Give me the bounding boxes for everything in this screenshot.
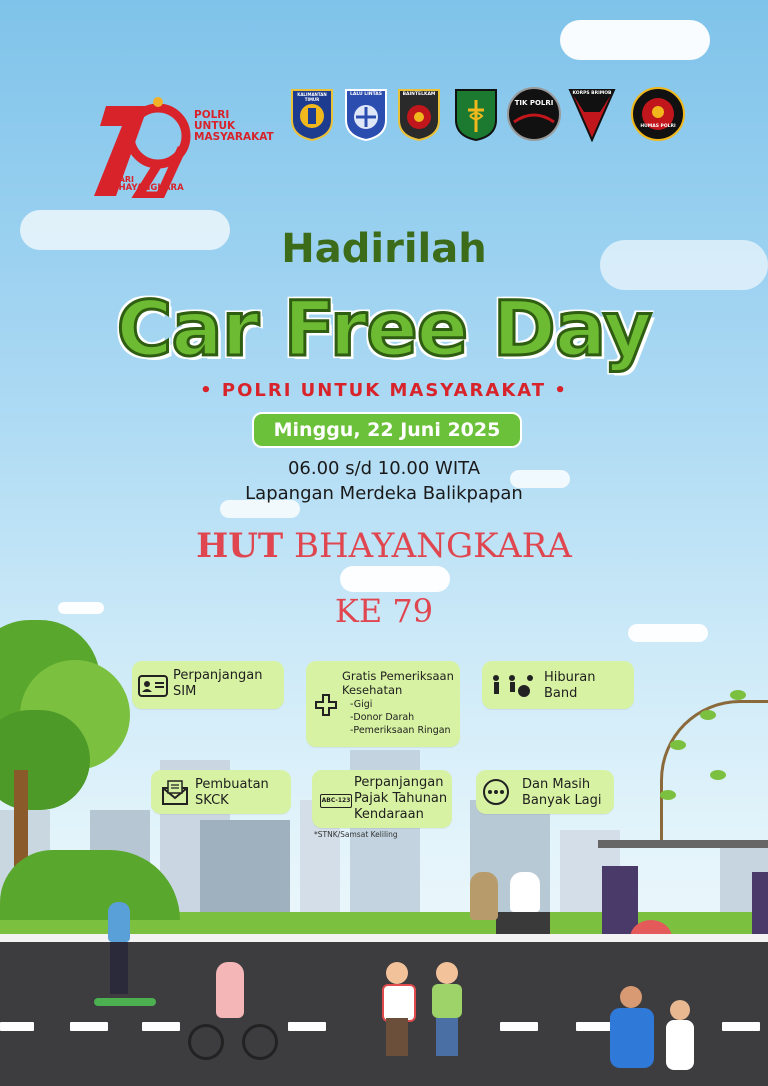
service-line1: Dan Masih — [522, 777, 591, 792]
service-line2: SIM — [173, 684, 197, 699]
road-dash — [70, 1022, 108, 1031]
more-icon — [482, 778, 510, 806]
service-sub-item: -Gigi — [350, 699, 373, 710]
service-card-pajak — [312, 770, 452, 828]
scooter — [94, 998, 156, 1006]
kalimantan-timur-badge — [286, 86, 338, 142]
badge-label: KORPS BRIMOB — [572, 91, 612, 96]
logo-line3: MASYARAKAT — [194, 131, 274, 144]
hut-ke-79: KE 79 — [334, 592, 434, 630]
service-line1: Perpanjangan — [173, 668, 263, 683]
service-line1: Pembuatan — [195, 777, 269, 792]
humas-polri-badge — [628, 86, 688, 142]
service-label — [342, 669, 454, 697]
service-card-lainnya — [476, 770, 614, 814]
service-line2: Kesehatan — [342, 683, 403, 697]
license-plate-icon: ABC-123 — [320, 794, 352, 808]
logo-bhayangkara-text: BHAYANGKARA — [112, 183, 184, 194]
officer — [510, 872, 540, 912]
cloud — [340, 566, 450, 592]
service-label — [195, 777, 269, 809]
logo-line1: POLRI — [194, 109, 230, 121]
service-line1: Hiburan — [544, 670, 596, 685]
hut-bhayangkara-heading — [0, 526, 768, 566]
badge-label: KALIMANTAN TIMUR — [297, 92, 327, 102]
samsat-note: *STNK/Samsat Keliling — [314, 830, 398, 839]
service-card-kesehatan — [306, 661, 460, 747]
service-line1: Perpanjangan — [354, 775, 444, 790]
road-dash — [0, 1022, 34, 1031]
kesehatan-badge — [450, 86, 502, 142]
service-line2: SKCK — [195, 793, 229, 808]
scooter-rider — [106, 902, 132, 998]
child-walking — [430, 962, 464, 1060]
service-card-sim — [132, 661, 284, 709]
service-line1: Gratis Pemeriksaan — [342, 669, 454, 683]
badge-label: TIK POLRI — [514, 99, 554, 107]
road-dash — [142, 1022, 180, 1031]
event-date: Minggu, 22 Juni 2025 — [252, 412, 522, 448]
child-walking — [380, 962, 414, 1060]
road-dash — [722, 1022, 760, 1031]
jogger — [662, 1000, 698, 1086]
car-free-day-title: Car Free Day — [116, 284, 652, 373]
service-card-skck — [151, 770, 291, 814]
service-line2: Band — [544, 686, 578, 701]
road-dash — [500, 1022, 538, 1031]
envelope-icon — [161, 780, 189, 806]
badge-label: BAINTELKAM — [402, 92, 436, 97]
logo-hari-text: HARI — [112, 175, 135, 184]
road-dash — [288, 1022, 326, 1031]
hadirilah-heading: Hadirilah — [281, 226, 487, 272]
polri-tagline: • POLRI UNTUK MASYARAKAT • — [200, 380, 568, 401]
logo-hari — [112, 176, 184, 193]
service-line2: Banyak Lagi — [522, 793, 602, 808]
service-card-band — [482, 661, 634, 709]
badge-label: LALU LINTAS — [349, 92, 383, 97]
service-sub-item: -Donor Darah — [350, 712, 415, 723]
jogger — [606, 986, 656, 1086]
event-time: 06.00 s/d 10.00 WITA — [287, 458, 481, 479]
logo-line2: UNTUK — [194, 120, 236, 133]
event-place: Lapangan Merdeka Balikpapan — [245, 483, 523, 504]
badge-label: HUMAS POLRI — [640, 124, 676, 129]
service-label — [522, 777, 602, 809]
cyclist — [188, 962, 278, 1058]
tik-polri-badge — [506, 86, 562, 142]
stage-truss — [598, 840, 768, 848]
lalu-lintas-badge — [340, 86, 392, 142]
bhayangkara-word: BHAYANGKARA — [283, 526, 572, 566]
baintelkam-badge — [393, 86, 445, 142]
band-icon — [490, 673, 536, 699]
service-label — [544, 670, 595, 702]
id-card-icon — [138, 675, 168, 697]
hut-word: HUT — [196, 526, 284, 566]
service-line2: Pajak Tahunan — [354, 791, 448, 806]
service-label — [354, 775, 447, 823]
service-line3: Kendaraan — [354, 807, 424, 822]
logo-tagline — [194, 110, 274, 143]
service-sub-item: -Pemeriksaan Ringan — [350, 725, 451, 736]
person-seated — [470, 872, 498, 920]
service-label — [173, 668, 262, 700]
cloud — [560, 20, 710, 60]
health-icon — [314, 693, 338, 717]
korps-brimob-badge — [566, 86, 618, 142]
service-sublist — [350, 698, 451, 737]
vine-right — [640, 680, 768, 860]
